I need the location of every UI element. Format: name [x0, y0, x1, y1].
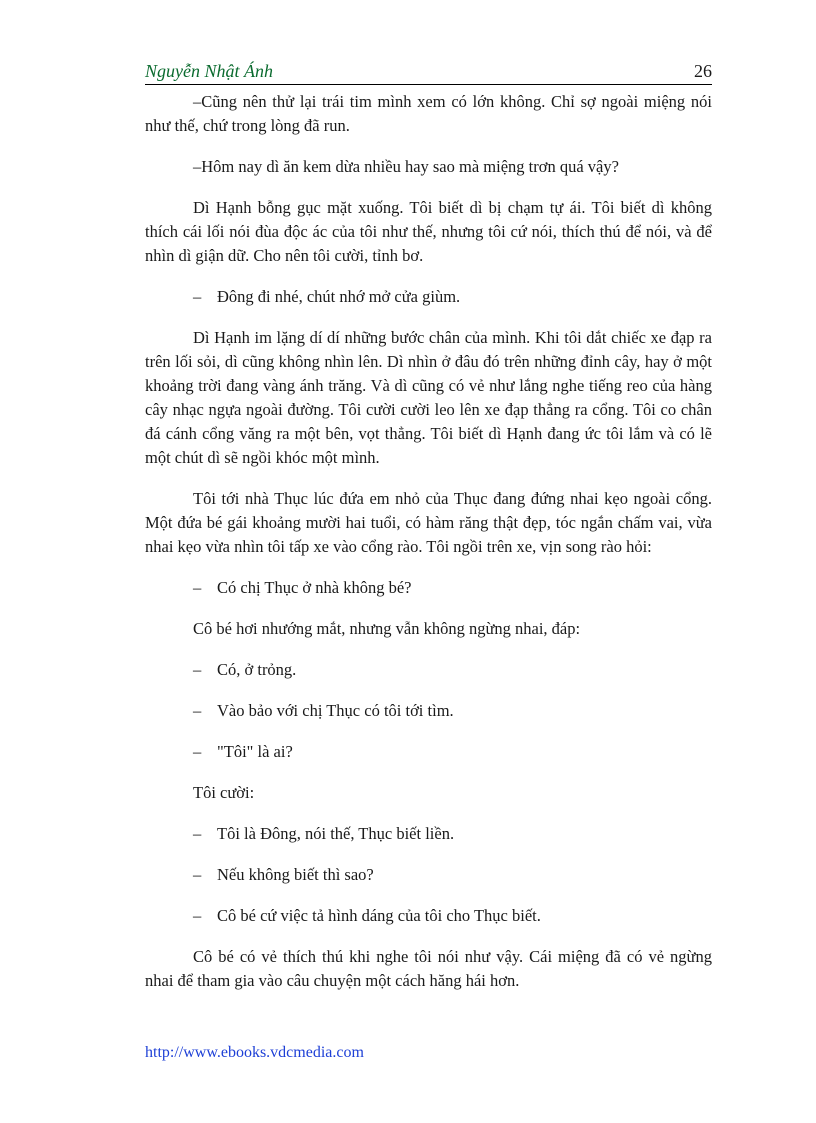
dialogue-line — [145, 904, 712, 928]
paragraph: –Cũng nên thử lại trái tim mình xem có lớn không. Chỉ sợ ngoài miệng nói như thế, chứ trong lòng đã run. — [145, 92, 712, 135]
paragraph: Tôi tới nhà Thục lúc đứa em nhỏ của Thục đang đứng nhai kẹo ngoài cổng. Một đứa bé gái khoảng mười hai tuổi, có hàm răng thật đẹp, tóc ngắn chấm vai, vừa nhai kẹo vừa nhìn tôi tấp xe vào cổng rào. Tôi ngồi trên xe, vịn song rào hỏi: — [145, 489, 712, 556]
dialogue-text: Cô bé cứ việc tả hình dáng của tôi cho Thục biết. — [217, 906, 541, 925]
page-body — [145, 90, 712, 1010]
dialogue-line — [145, 658, 712, 682]
dialogue-text: Tôi là Đông, nói thế, Thục biết liền. — [217, 824, 455, 843]
dialogue-dash: – — [193, 701, 202, 720]
dialogue-line — [145, 863, 712, 887]
dialogue-line — [145, 822, 712, 846]
page-number: 26 — [694, 61, 712, 81]
dialogue-dash: – — [193, 824, 202, 843]
dialogue-text: Nếu không biết thì sao? — [217, 865, 374, 884]
dialogue-dash: – — [193, 906, 202, 925]
dialogue-line — [145, 576, 712, 600]
dialogue-text: Đông đi nhé, chút nhớ mở cửa giùm. — [217, 287, 461, 306]
page-header — [145, 60, 712, 85]
dialogue-dash: – — [193, 742, 202, 761]
dialogue-dash: – — [193, 660, 202, 679]
footer-link[interactable]: http://www.ebooks.vdcmedia.com — [145, 1044, 364, 1061]
paragraph: Tôi cười: — [193, 783, 255, 802]
dialogue-dash: – — [193, 578, 202, 597]
dialogue-text: Có, ở trỏng. — [217, 660, 297, 679]
dialogue-text: Có chị Thục ở nhà không bé? — [217, 578, 412, 597]
author-name: Nguyễn Nhật Ánh — [145, 61, 273, 81]
dialogue-text: Vào bảo với chị Thục có tôi tới tìm. — [217, 701, 454, 720]
dialogue-line — [145, 740, 712, 764]
paragraph: Dì Hạnh bỗng gục mặt xuống. Tôi biết dì bị chạm tự ái. Tôi biết dì không thích cái lối nói đùa độc ác của tôi như thế, nhưng tôi cứ nói, thích thú để nói, và để nhìn dì giận dữ. Cho nên tôi cười, tỉnh bơ. — [145, 198, 712, 265]
dialogue-line — [145, 285, 712, 309]
dialogue-line — [145, 699, 712, 723]
paragraph: Dì Hạnh im lặng dí dí những bước chân của mình. Khi tôi dắt chiếc xe đạp ra trên lối sỏi, dì cũng không nhìn lên. Dì nhìn ở đâu đó trên những đỉnh cây, hay ở một khoảng trời đang vàng ánh trăng. Và dì cũng có vẻ như lắng nghe tiếng reo của hàng cây nhạc ngựa ngoài đường. Tôi cười cười leo lên xe đạp thẳng ra cổng. Tôi co chân đá cánh cổng văng ra một bên, vọt thẳng. Tôi biết dì Hạnh đang ức tôi lắm và có lẽ một chút dì sẽ ngồi khóc một mình. — [145, 328, 712, 467]
paragraph: Cô bé hơi nhướng mắt, nhưng vẫn không ngừng nhai, đáp: — [193, 619, 581, 638]
dialogue-dash: – — [193, 865, 202, 884]
dialogue-dash: – — [193, 287, 202, 306]
dialogue-text: "Tôi" là ai? — [217, 742, 293, 761]
paragraph: Cô bé có vẻ thích thú khi nghe tôi nói như vậy. Cái miệng đã có vẻ ngừng nhai để tham gia vào câu chuyện một cách hăng hái hơn. — [145, 947, 712, 990]
paragraph: –Hôm nay dì ăn kem dừa nhiều hay sao mà miệng trơn quá vậy? — [193, 157, 619, 176]
